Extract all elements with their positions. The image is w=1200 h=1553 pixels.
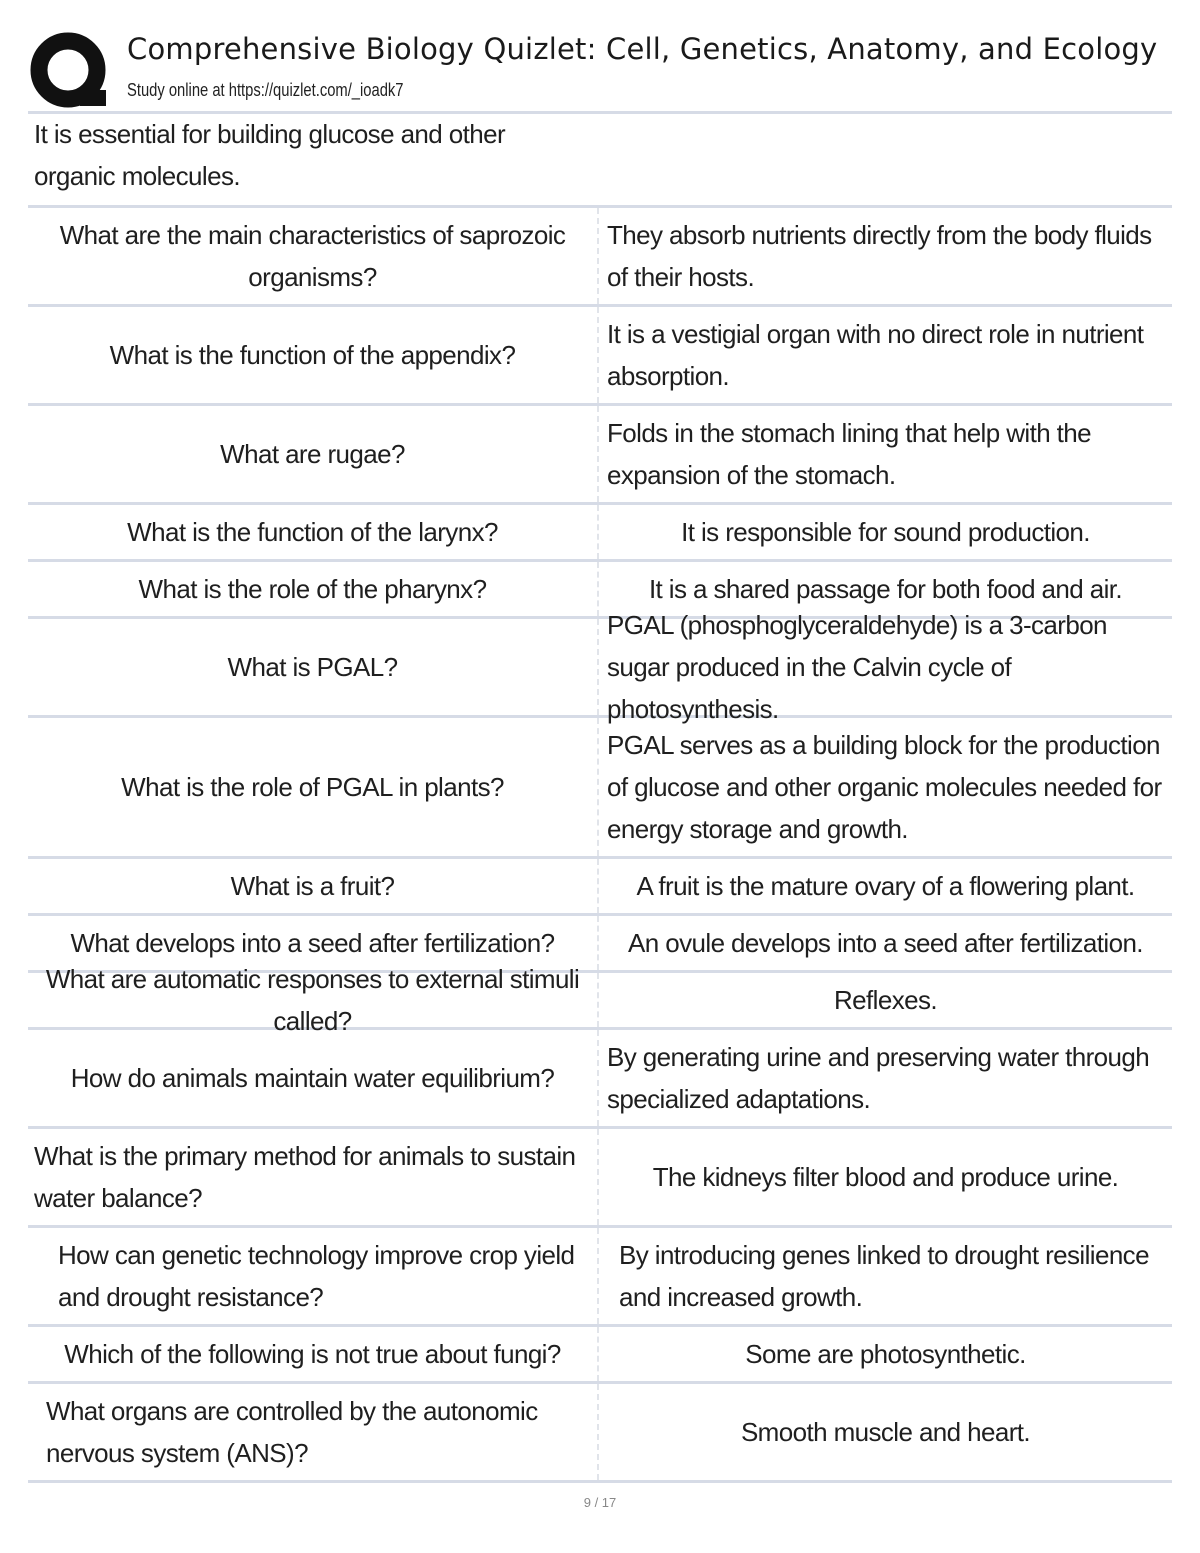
card-definition: Smooth muscle and heart.: [597, 1384, 1172, 1480]
card-definition: It is a vestigial organ with no direct role in nutrient absorption.: [597, 307, 1172, 403]
card-definition: They absorb nutrients directly from the body fluids of their hosts.: [597, 208, 1172, 304]
table-row: [28, 1228, 1172, 1327]
card-term: What is the role of the pharynx?: [138, 574, 487, 604]
card-term: Which of the following is not true about fungi?: [64, 1339, 561, 1369]
card-term: What is the function of the larynx?: [127, 517, 498, 547]
card-term: What are the main characteristics of saprozoic organisms?: [59, 220, 566, 292]
card-definition: The kidneys filter blood and produce urine.: [597, 1129, 1172, 1225]
card-term: What are rugae?: [220, 439, 405, 469]
table-row: [28, 505, 1172, 562]
card-definition: An ovule develops into a seed after fertilization.: [597, 916, 1172, 970]
card-term: What is PGAL?: [227, 652, 398, 682]
card-definition: It is a shared passage for both food and air.: [597, 562, 1172, 616]
card-definition: PGAL (phosphoglyceraldehyde) is a 3-carbon sugar produced in the Calvin cycle of photosynthesis.: [597, 619, 1172, 715]
table-row: [28, 1384, 1172, 1483]
table-row: [28, 964, 1172, 1036]
card-definition: By generating urine and preserving water through specialized adaptations.: [597, 1030, 1172, 1126]
card-definition: Folds in the stomach lining that help with the expansion of the stomach.: [597, 406, 1172, 502]
carryover-definition: It is essential for building glucose and other organic molecules.: [34, 119, 506, 191]
card-term: What are automatic responses to external stimuli called?: [45, 964, 580, 1036]
card-definition: By introducing genes linked to drought resilience and increased growth.: [597, 1228, 1172, 1324]
card-term: What is the role of PGAL in plants?: [121, 772, 504, 802]
card-term: What is the function of the appendix?: [109, 340, 516, 370]
table-row: [28, 718, 1172, 859]
card-term: What develops into a seed after fertilization?: [70, 928, 555, 958]
table-row: [28, 1327, 1172, 1384]
table-row: [28, 307, 1172, 406]
page-header: [30, 28, 1172, 112]
empty-cell: [597, 113, 1172, 205]
card-term: What is a fruit?: [230, 871, 395, 901]
card-definition: Reflexes.: [597, 973, 1172, 1027]
card-definition: PGAL serves as a building block for the production of glucose and other organic molecules needed for energy storage and growth.: [597, 718, 1172, 856]
page-title: Comprehensive Biology Quizlet: Cell, Genetics, Anatomy, and Ecology: [127, 32, 1158, 66]
study-online-link[interactable]: Study online at https://quizlet.com/_ioadk7: [127, 80, 404, 100]
card-term: How do animals maintain water equilibrium?: [70, 1063, 555, 1093]
table-row: [28, 610, 1172, 724]
table-row-carryover: [28, 113, 1172, 208]
card-term: What organs are controlled by the autonomic nervous system (ANS)?: [46, 1396, 538, 1468]
table-row: [28, 1030, 1172, 1129]
card-definition: A fruit is the mature ovary of a flowering plant.: [597, 859, 1172, 913]
table-row: [28, 208, 1172, 307]
table-row: [28, 1129, 1172, 1228]
page-indicator: 9 / 17: [583, 1495, 617, 1510]
card-term: What is the primary method for animals to sustain water balance?: [34, 1141, 576, 1213]
card-definition: It is responsible for sound production.: [597, 505, 1172, 559]
card-term: How can genetic technology improve crop yield and drought resistance?: [58, 1240, 575, 1312]
table-row: [28, 859, 1172, 916]
card-definition: Some are photosynthetic.: [597, 1327, 1172, 1381]
flashcard-table: [28, 113, 1172, 1483]
quizlet-q-logo-icon: [30, 32, 110, 112]
table-row: [28, 406, 1172, 505]
